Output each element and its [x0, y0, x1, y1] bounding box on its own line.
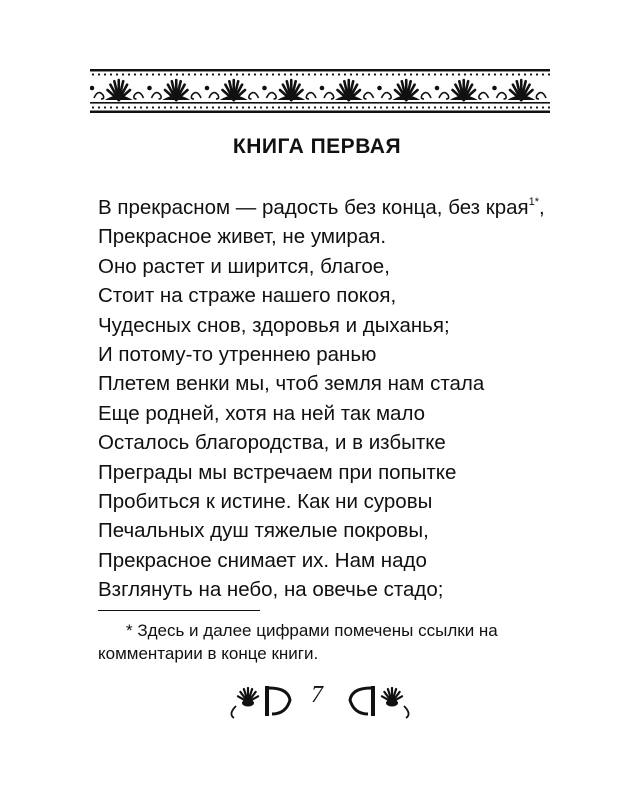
- poem-line-text: Чудесных снов, здоровья и дыханья;: [98, 313, 450, 337]
- poem-line-text: Взглянуть на небо, на овечье стадо;: [98, 578, 444, 602]
- poem-line: [98, 252, 545, 281]
- footnote-line: комментарии в конце книги.: [98, 644, 319, 663]
- poem-line: [98, 193, 545, 222]
- poem-line: [98, 575, 545, 604]
- poem-line-text: Плетем венки мы, чтоб земля нам стала: [98, 372, 485, 396]
- poem-line: [98, 487, 545, 516]
- poem-line: [98, 399, 545, 428]
- poem-line-text: Осталось благородства, и в избытке: [98, 431, 446, 455]
- poem-line: [98, 546, 545, 575]
- palmette-ornament-band-icon: [90, 67, 550, 115]
- poem-line-punctuation: ,: [539, 196, 545, 219]
- poem-line-text: Печальных душ тяжелые покровы,: [98, 519, 429, 543]
- poem-line-text: Пробиться к истине. Как ни суровы: [98, 490, 433, 514]
- poem-line-text: Стоит на страже нашего покоя,: [98, 284, 397, 308]
- poem-line-text: Оно растет и ширится, благое,: [98, 254, 390, 278]
- poem-line: [98, 369, 545, 398]
- poem-line: [98, 428, 545, 457]
- poem-line-text: Еще родней, хотя на ней так мало: [98, 401, 426, 425]
- poem-line-text: Преграды мы встречаем при попытке: [98, 460, 457, 484]
- poem-text: [98, 193, 545, 605]
- poem-line: [98, 222, 545, 251]
- footnote-divider: [98, 610, 260, 611]
- poem-line: [98, 516, 545, 545]
- page-number: 7: [311, 682, 323, 708]
- footnote-line: * Здесь и далее цифрами помечены ссылки на: [126, 621, 498, 640]
- footnote-marker: 1*: [528, 196, 540, 208]
- poem-line-text: Прекрасное живет, не умирая.: [98, 225, 387, 249]
- poem-line-text: В прекрасном — радость без конца, без края: [98, 196, 529, 219]
- poem-line: [98, 311, 545, 340]
- poem-line-text: Прекрасное снимает их. Нам надо: [98, 548, 427, 572]
- chapter-heading: КНИГА ПЕРВАЯ: [232, 135, 402, 158]
- poem-line: [98, 458, 545, 487]
- poem-line: [98, 340, 545, 369]
- footnote: [98, 619, 548, 665]
- poem-line: [98, 281, 545, 310]
- poem-line-text: И потому-то утреннею ранью: [98, 343, 377, 367]
